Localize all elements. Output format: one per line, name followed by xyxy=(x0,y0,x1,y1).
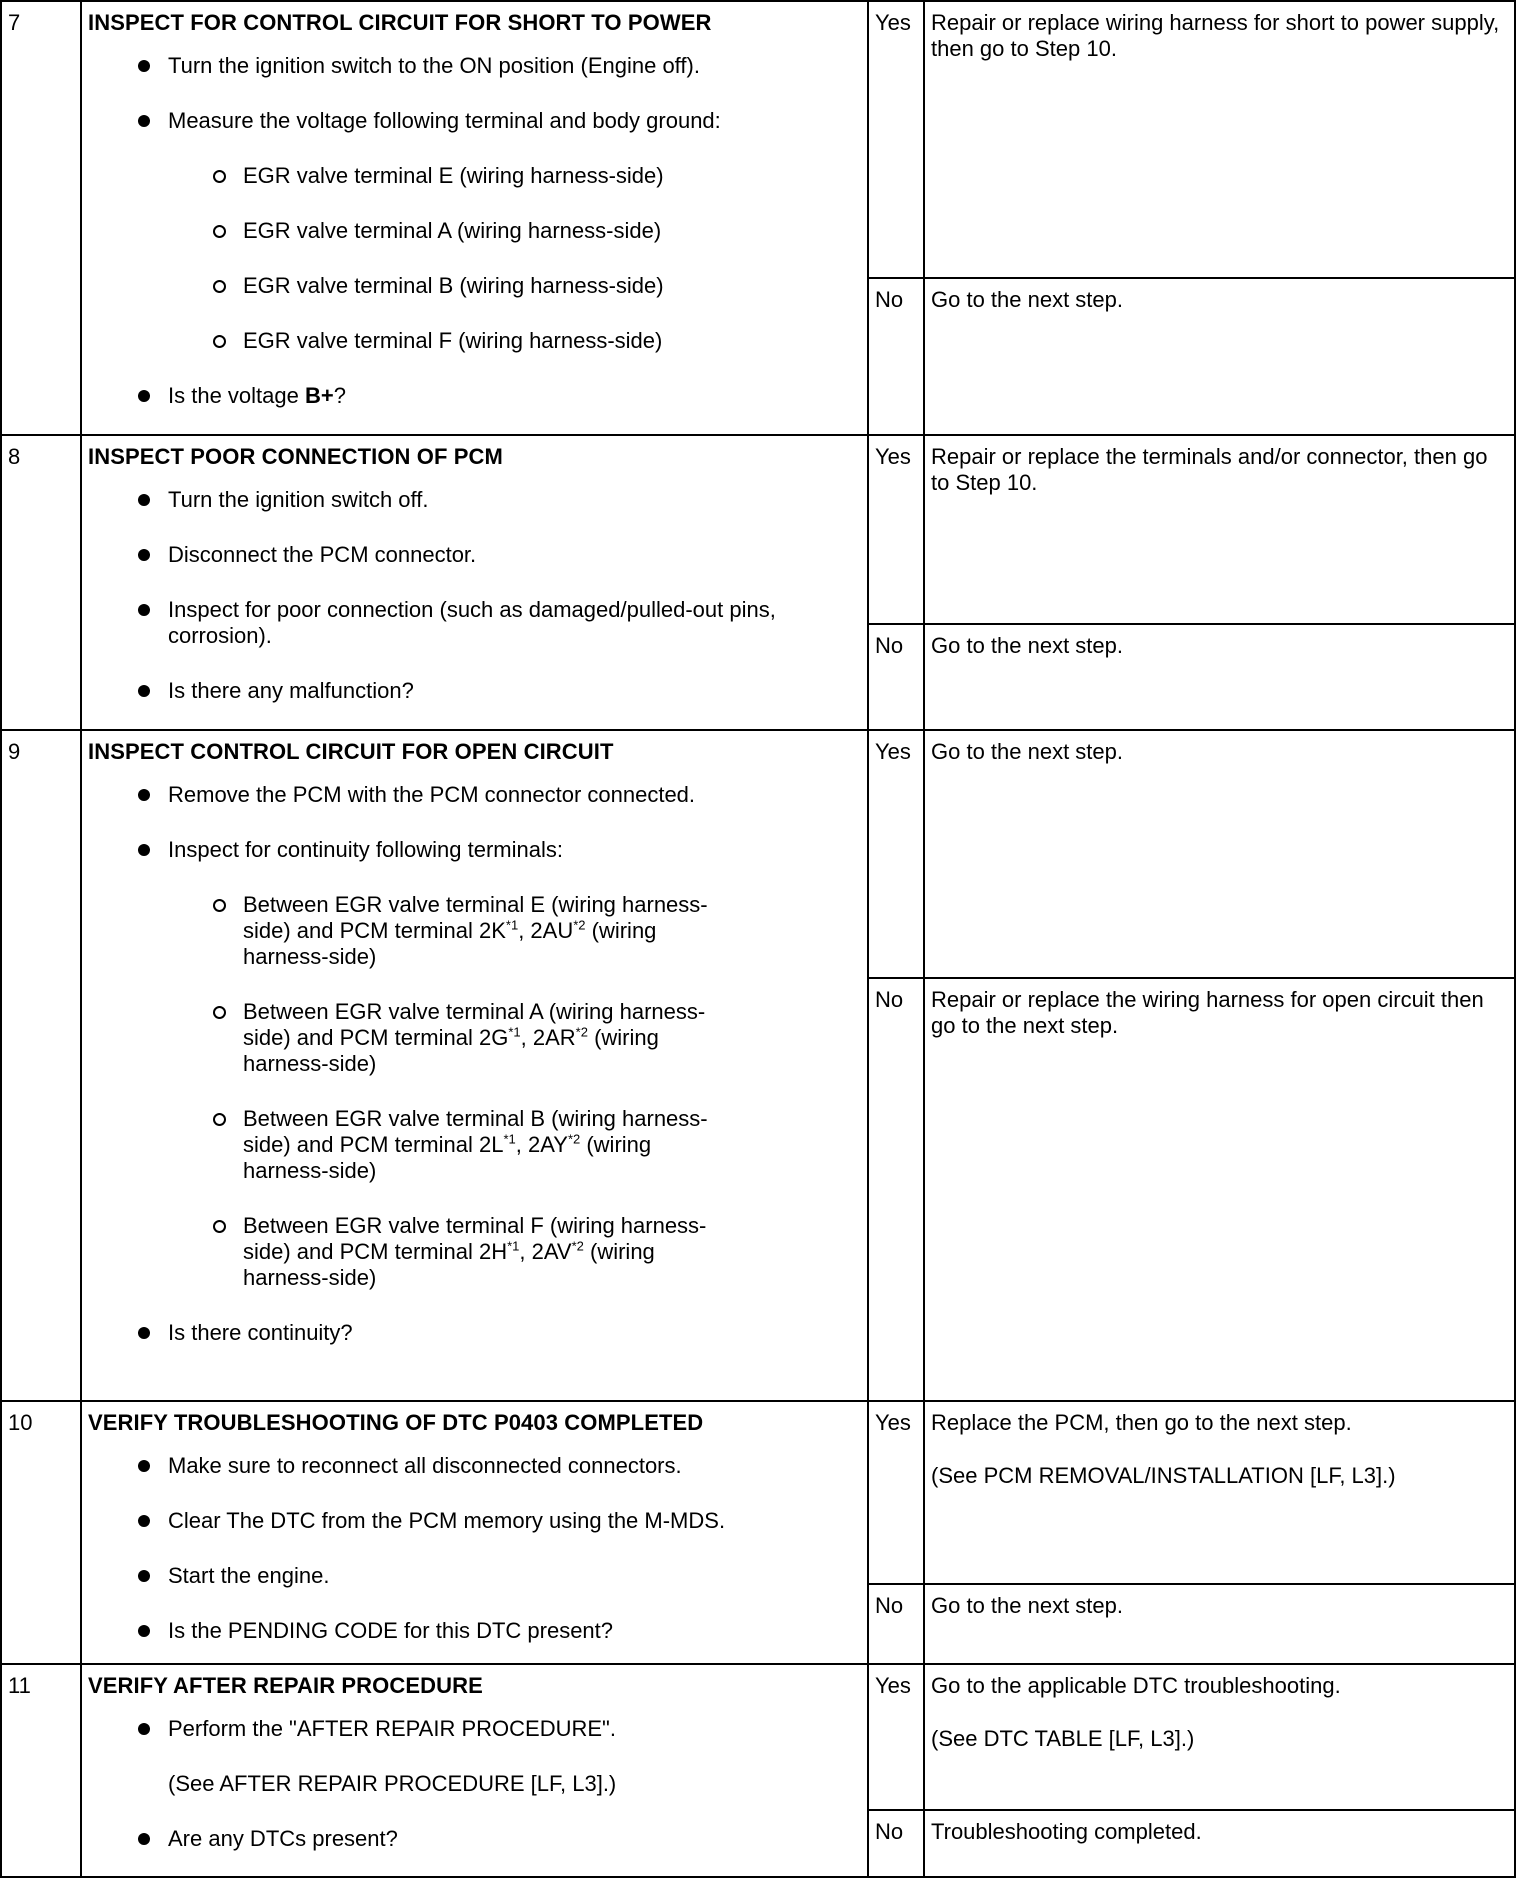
bullet-item: Start the engine. xyxy=(88,1563,861,1589)
side-text: (wiring harness-side) xyxy=(243,918,657,969)
step-title: INSPECT CONTROL CIRCUIT FOR OPEN CIRCUIT xyxy=(88,739,614,764)
action-text: Go to the next step. xyxy=(931,633,1124,658)
no-action xyxy=(924,624,1515,730)
no-label: No xyxy=(868,278,924,435)
footnote-mark: *2 xyxy=(571,1238,584,1254)
sub-bullet-item xyxy=(88,892,861,970)
side-text: (wiring harness-side) xyxy=(243,1132,652,1183)
no-label: No xyxy=(868,978,924,1401)
no-action xyxy=(924,978,1515,1401)
question-item: Is there continuity? xyxy=(88,1320,861,1346)
sub-bullet-item xyxy=(88,1106,861,1184)
step-procedure xyxy=(81,1,868,435)
step-8-yes-row xyxy=(1,435,1515,624)
bullet-item: Inspect for continuity following terminals: xyxy=(88,837,861,863)
footnote-mark: *1 xyxy=(503,1131,516,1147)
continuity-text: Between EGR valve terminal B (wiring harness-side) and PCM terminal 2L xyxy=(243,1106,708,1157)
sub-bullet-item: EGR valve terminal A (wiring harness-side) xyxy=(88,218,861,244)
step-title: VERIFY TROUBLESHOOTING OF DTC P0403 COMPLETED xyxy=(88,1410,704,1435)
terminal-text: , 2AY xyxy=(515,1132,568,1157)
action-text: Repair or replace the wiring harness for open circuit then go to the next step. xyxy=(931,987,1484,1038)
bullet-item: Perform the "AFTER REPAIR PROCEDURE". xyxy=(88,1716,861,1742)
yes-label: Yes xyxy=(868,1,924,278)
yes-label: Yes xyxy=(868,435,924,624)
yes-action xyxy=(924,435,1515,624)
step-10-yes-row xyxy=(1,1401,1515,1584)
bullet-item: Clear The DTC from the PCM memory using the M-MDS. xyxy=(88,1508,861,1534)
question-value: B+ xyxy=(304,383,334,408)
step-number: 9 xyxy=(1,730,81,1401)
action-text: Go to the next step. xyxy=(931,739,1124,764)
action-text: Repair or replace wiring harness for short to power supply, then go to Step 10. xyxy=(931,10,1500,61)
footnote-mark: *2 xyxy=(575,1024,588,1040)
step-title: INSPECT FOR CONTROL CIRCUIT FOR SHORT TO POWER xyxy=(88,10,712,35)
yes-label: Yes xyxy=(868,1664,924,1810)
step-9-yes-row xyxy=(1,730,1515,978)
no-label: No xyxy=(868,1584,924,1664)
bullet-item: Inspect for poor connection (such as damaged/pulled-out pins, corrosion). xyxy=(88,597,861,649)
step-procedure xyxy=(81,730,868,1401)
no-label: No xyxy=(868,624,924,730)
no-action xyxy=(924,278,1515,435)
footnote-mark: *1 xyxy=(507,1238,520,1254)
action-text: Go to the next step. xyxy=(931,1593,1124,1618)
side-text: (wiring harness-side) xyxy=(243,1025,659,1076)
yes-action xyxy=(924,1401,1515,1584)
step-11-yes-row xyxy=(1,1664,1515,1810)
no-label: No xyxy=(868,1810,924,1877)
yes-action xyxy=(924,1,1515,278)
sub-bullet-item: EGR valve terminal E (wiring harness-side) xyxy=(88,163,861,189)
step-number: 11 xyxy=(1,1664,81,1877)
bullet-item: Remove the PCM with the PCM connector connected. xyxy=(88,782,861,808)
bullet-item: Disconnect the PCM connector. xyxy=(88,542,861,568)
action-text: Go to the next step. xyxy=(931,287,1124,312)
question-item: Are any DTCs present? xyxy=(88,1826,861,1852)
no-action xyxy=(924,1584,1515,1664)
step-number: 8 xyxy=(1,435,81,730)
reference-link[interactable]: (See AFTER REPAIR PROCEDURE [LF, L3].) xyxy=(168,1771,617,1796)
yes-label: Yes xyxy=(868,730,924,978)
sub-bullet-item: EGR valve terminal F (wiring harness-side) xyxy=(88,328,861,354)
action-text: Replace the PCM, then go to the next step. xyxy=(931,1410,1352,1435)
action-text: Troubleshooting completed. xyxy=(931,1819,1202,1844)
step-7-yes-row xyxy=(1,1,1515,278)
step-title: VERIFY AFTER REPAIR PROCEDURE xyxy=(88,1673,483,1698)
reference-link[interactable]: (See PCM REMOVAL/INSTALLATION [LF, L3].) xyxy=(931,1463,1396,1488)
question-mark: ? xyxy=(333,383,346,408)
question-item: Is the PENDING CODE for this DTC present? xyxy=(88,1618,861,1644)
sub-bullet-item xyxy=(88,1213,861,1291)
yes-action xyxy=(924,730,1515,978)
yes-action xyxy=(924,1664,1515,1810)
step-number: 7 xyxy=(1,1,81,435)
footnote-mark: *1 xyxy=(505,917,519,933)
step-procedure xyxy=(81,1664,868,1877)
footnote-mark: *2 xyxy=(573,917,586,933)
reference-link[interactable]: (See DTC TABLE [LF, L3].) xyxy=(931,1726,1195,1751)
step-number: 10 xyxy=(1,1401,81,1664)
bullet-item: Make sure to reconnect all disconnected connectors. xyxy=(88,1453,861,1479)
footnote-mark: *1 xyxy=(508,1024,521,1040)
step-title: INSPECT POOR CONNECTION OF PCM xyxy=(88,444,503,469)
footnote-mark: *2 xyxy=(567,1131,581,1147)
continuity-text: Between EGR valve terminal A (wiring harness-side) and PCM terminal 2G xyxy=(243,999,706,1050)
bullet-item: Measure the voltage following terminal and body ground: xyxy=(88,108,861,134)
side-text: (wiring harness-side) xyxy=(243,1239,655,1290)
continuity-text: Between EGR valve terminal F (wiring harness-side) and PCM terminal 2H xyxy=(243,1213,707,1264)
question-text: Is the voltage xyxy=(168,383,305,408)
continuity-text: Between EGR valve terminal E (wiring harness-side) and PCM terminal 2K xyxy=(243,892,708,943)
terminal-text: , 2AV xyxy=(519,1239,572,1264)
question-item xyxy=(88,383,861,409)
action-text: Repair or replace the terminals and/or connector, then go to Step 10. xyxy=(931,444,1488,495)
sub-bullet-item: EGR valve terminal B (wiring harness-side) xyxy=(88,273,861,299)
action-text: Go to the applicable DTC troubleshooting. xyxy=(931,1673,1341,1698)
sub-bullet-item xyxy=(88,999,861,1077)
question-item: Is there any malfunction? xyxy=(88,678,861,704)
terminal-text: , 2AU xyxy=(518,918,574,943)
bullet-item: Turn the ignition switch to the ON position (Engine off). xyxy=(88,53,861,79)
terminal-text: , 2AR xyxy=(520,1025,576,1050)
step-procedure xyxy=(81,1401,868,1664)
no-action xyxy=(924,1810,1515,1877)
yes-label: Yes xyxy=(868,1401,924,1584)
bullet-item: Turn the ignition switch off. xyxy=(88,487,861,513)
step-procedure xyxy=(81,435,868,730)
